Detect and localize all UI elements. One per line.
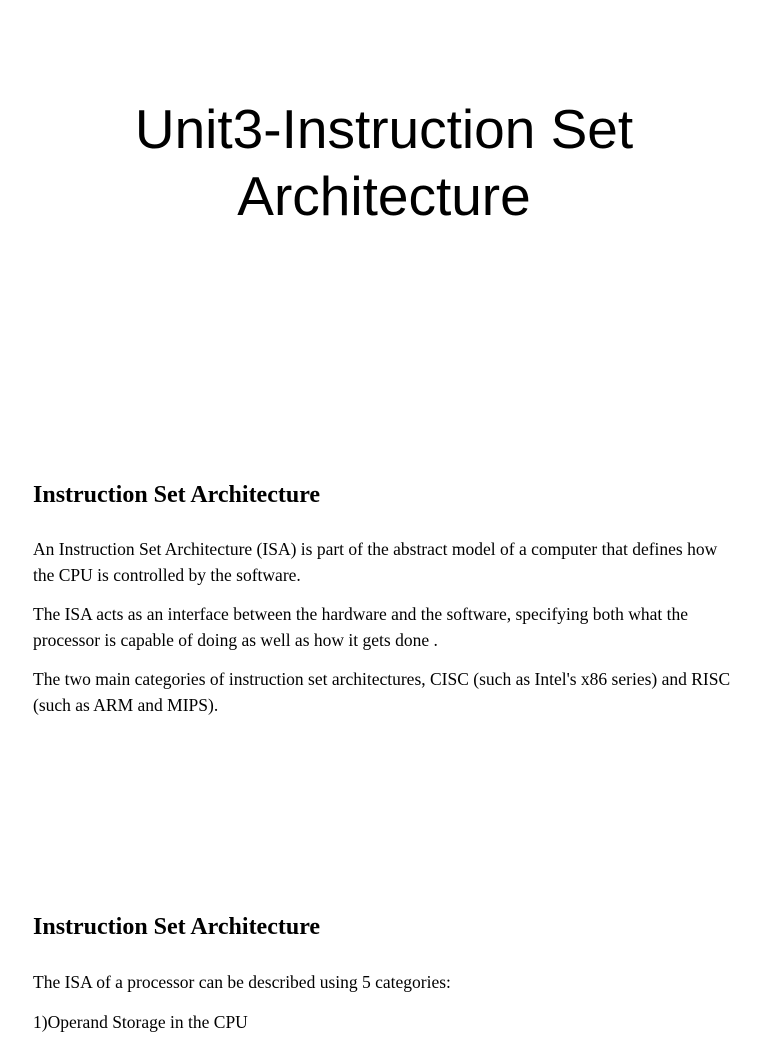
paragraph-isa-definition: An Instruction Set Architecture (ISA) is part of the abstract model of a computer that defines how the CPU is controlled by the software. xyxy=(33,539,718,585)
isa-categories-section xyxy=(33,912,738,1049)
slide-title-line-2: Architecture xyxy=(237,165,531,227)
section-heading: Instruction Set Architecture xyxy=(33,482,321,508)
paragraph-isa-interface: The ISA acts as an interface between the hardware and the software, specifying both what the processor is capable of doing as well as how it gets done . xyxy=(33,604,689,650)
list-item-operand-storage: 1)Operand Storage in the CPU xyxy=(33,1012,248,1032)
section-heading: Instruction Set Architecture xyxy=(33,914,321,940)
slide-title xyxy=(0,96,768,230)
paragraph-categories-intro: The ISA of a processor can be described using 5 categories: xyxy=(33,972,451,992)
isa-definition-section xyxy=(33,480,738,731)
paragraph-isa-categories: The two main categories of instruction set architectures, CISC (such as Intel's x86 series) and RISC (such as ARM and MIPS). xyxy=(33,669,731,715)
slide-title-line-1: Unit3-Instruction Set xyxy=(134,98,634,160)
